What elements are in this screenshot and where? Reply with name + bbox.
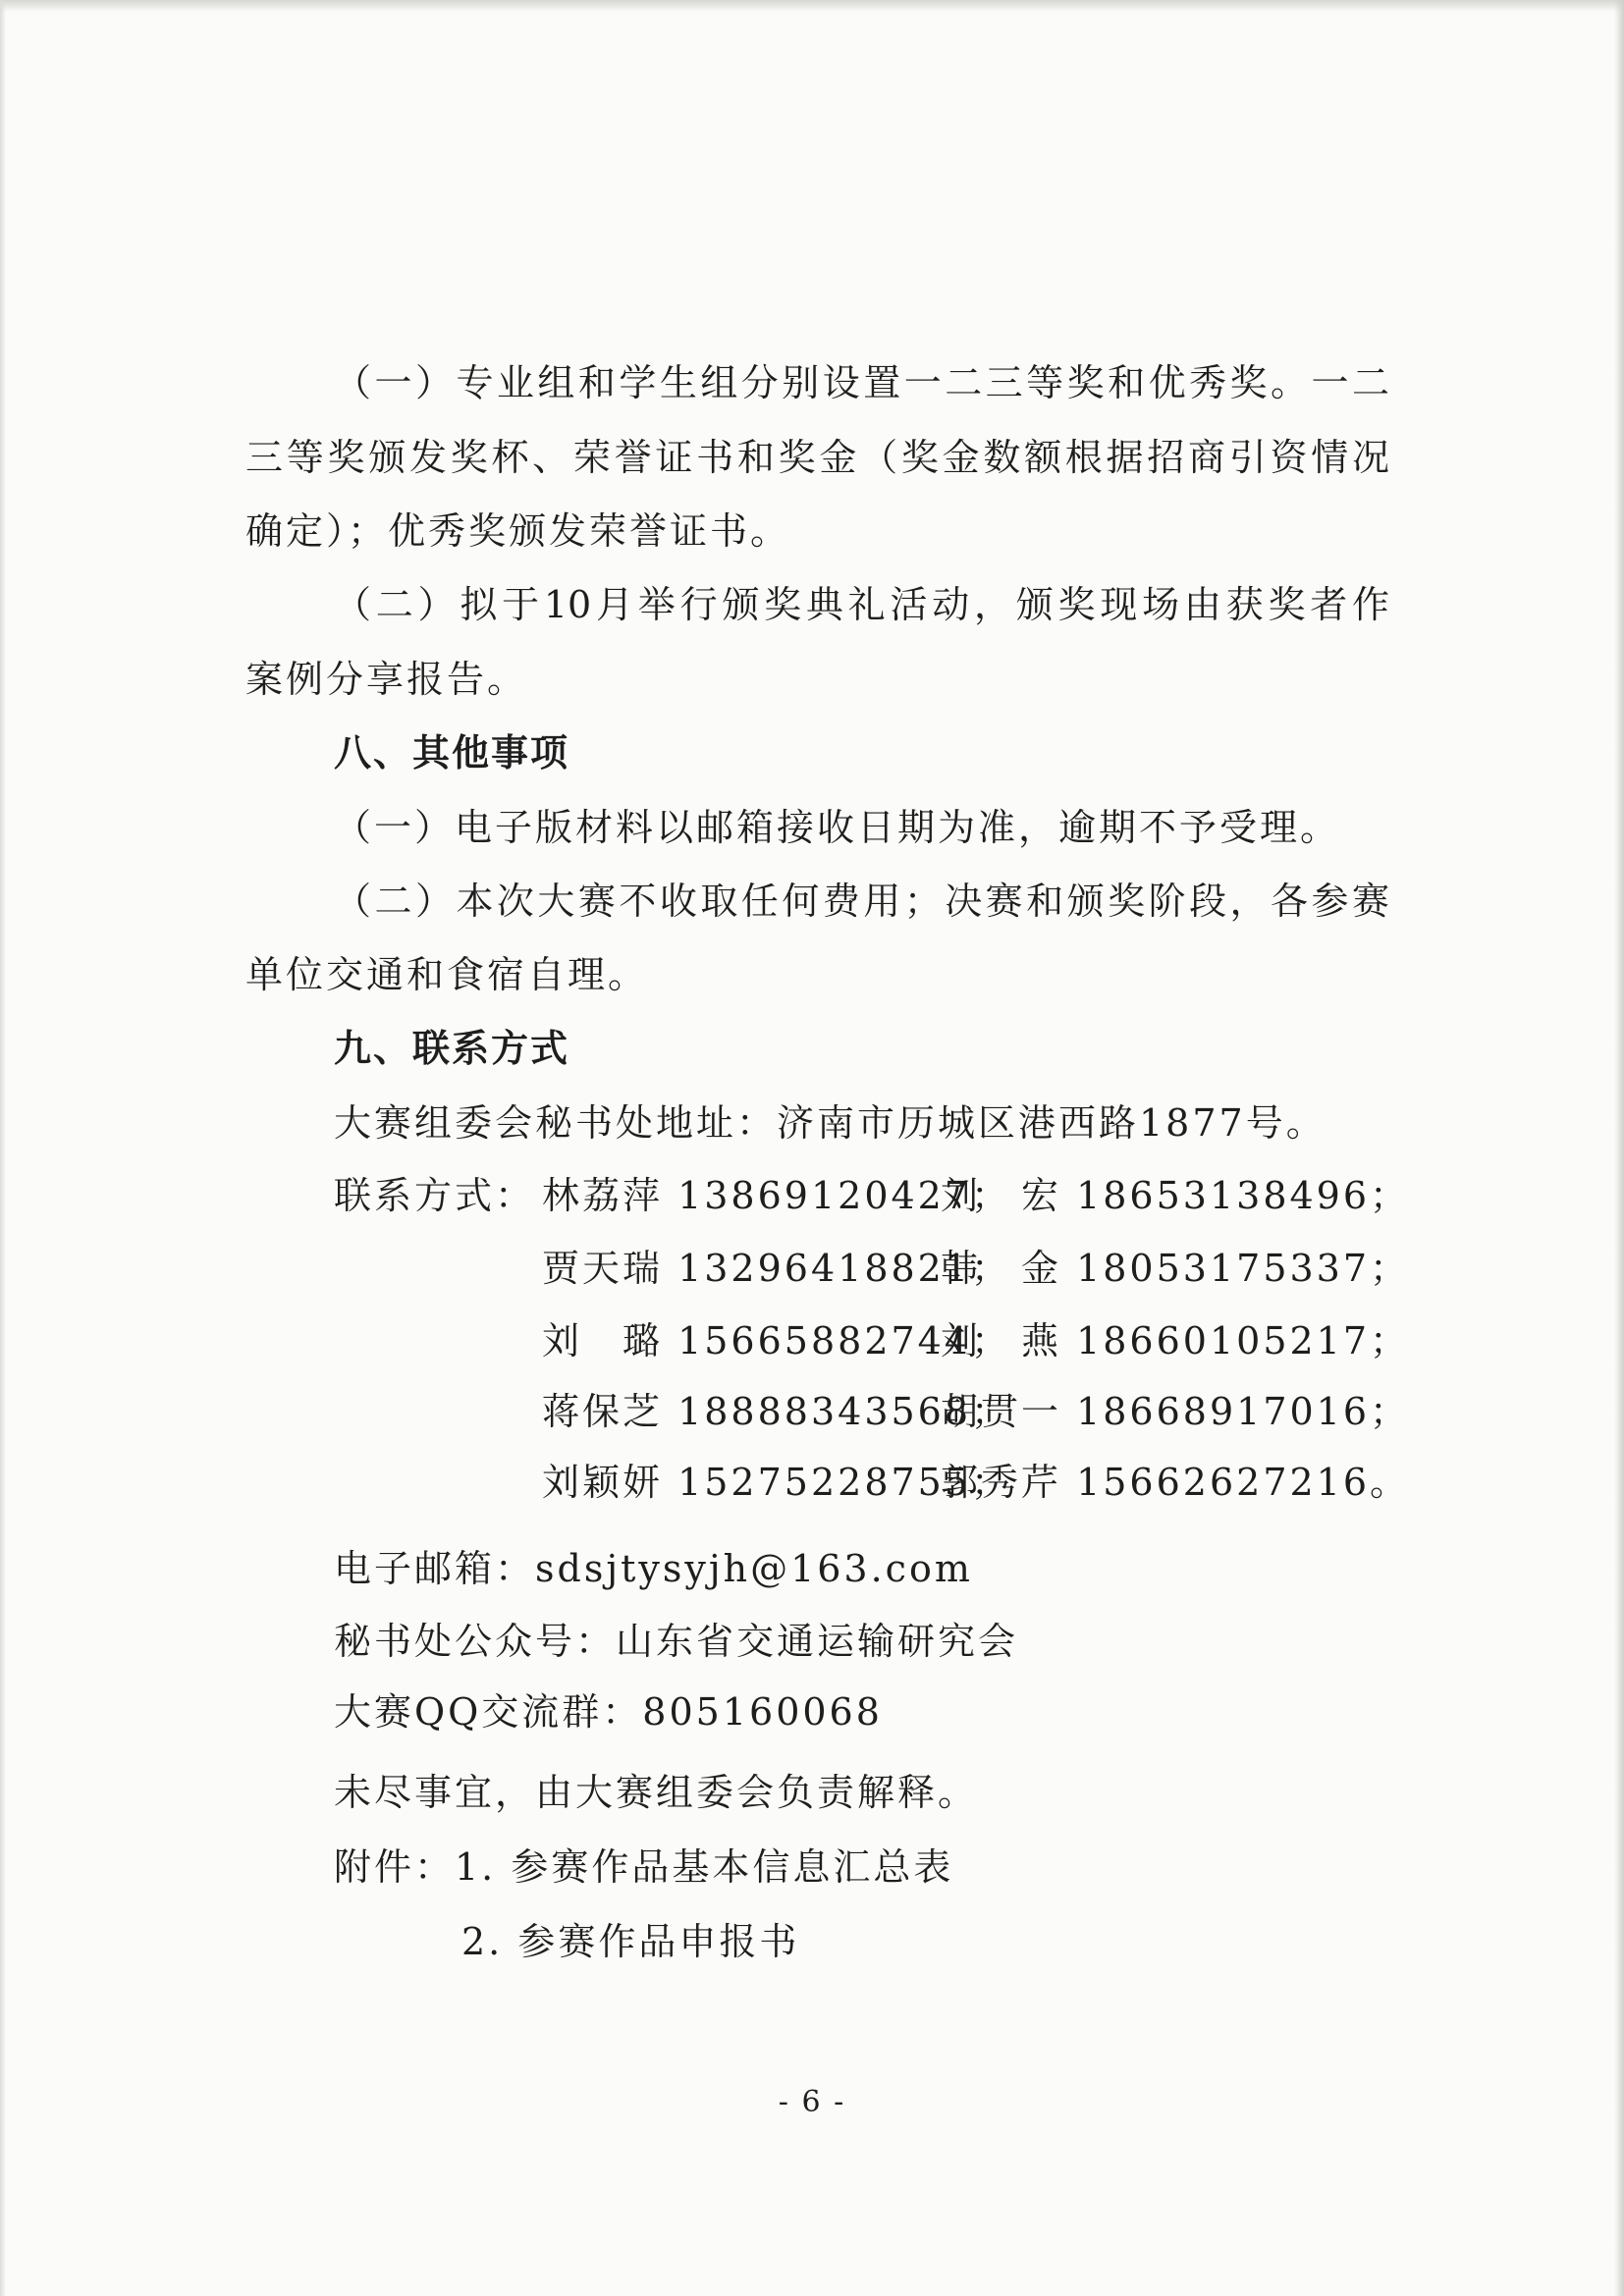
contact-left: 林荔萍 13869120427； <box>542 1174 1012 1217</box>
contact-right: 韩 金 18053175337； <box>941 1247 1411 1290</box>
contact-left: 刘颖妍 15275228755； <box>542 1461 1012 1504</box>
contact-left: 蒋保芝 18888343568； <box>542 1390 1012 1433</box>
award-paragraph-1-line-2: 三等奖颁发奖杯、荣誉证书和奖金（奖金数额根据招商引资情况 <box>245 436 1389 479</box>
section-8-item-2-line-2: 单位交通和食宿自理。 <box>245 953 649 996</box>
award-paragraph-1-line-1: （一）专业组和学生组分别设置一二三等奖和优秀奖。一二 <box>334 361 1389 404</box>
secretariat-address: 大赛组委会秘书处地址：济南市历城区港西路1877号。 <box>334 1101 1326 1145</box>
award-paragraph-2-line-1: （二）拟于10月举行颁奖典礼活动，颁奖现场由获奖者作 <box>334 583 1389 626</box>
contact-email: 电子邮箱：sdsjtysyjh@163.com <box>334 1547 973 1590</box>
attachment-item-1: 附件：1. 参赛作品基本信息汇总表 <box>334 1845 954 1889</box>
contact-left: 刘 璐 15665882744； <box>542 1319 1012 1362</box>
contact-right: 刘 燕 18660105217； <box>941 1319 1411 1362</box>
qq-group: 大赛QQ交流群：805160068 <box>334 1690 883 1734</box>
section-8-heading: 八、其他事项 <box>334 731 570 774</box>
contact-right: 胡贯一 18668917016； <box>941 1390 1411 1433</box>
contact-right: 郭秀芹 15662627216。 <box>941 1461 1411 1504</box>
section-9-heading: 九、联系方式 <box>334 1027 570 1070</box>
attachment-item-2: 2. 参赛作品申报书 <box>461 1920 800 1963</box>
contact-right: 刘 宏 18653138496； <box>941 1174 1411 1217</box>
contact-left: 贾天瑞 13296418821； <box>542 1247 1012 1290</box>
wechat-public-account: 秘书处公众号：山东省交通运输研究会 <box>334 1620 1019 1663</box>
closing-statement: 未尽事宜，由大赛组委会负责解释。 <box>334 1771 979 1814</box>
contacts-label: 联系方式： <box>334 1174 536 1217</box>
award-paragraph-2-line-2: 案例分享报告。 <box>245 658 528 701</box>
section-8-item-1: （一）电子版材料以邮箱接收日期为准，逾期不予受理。 <box>334 806 1341 849</box>
page-number: - 6 - <box>778 2085 846 2119</box>
award-paragraph-1-line-3: 确定）；优秀奖颁发荣誉证书。 <box>245 509 791 553</box>
section-8-item-2-line-1: （二）本次大赛不收取任何费用；决赛和颁奖阶段，各参赛 <box>334 880 1389 923</box>
